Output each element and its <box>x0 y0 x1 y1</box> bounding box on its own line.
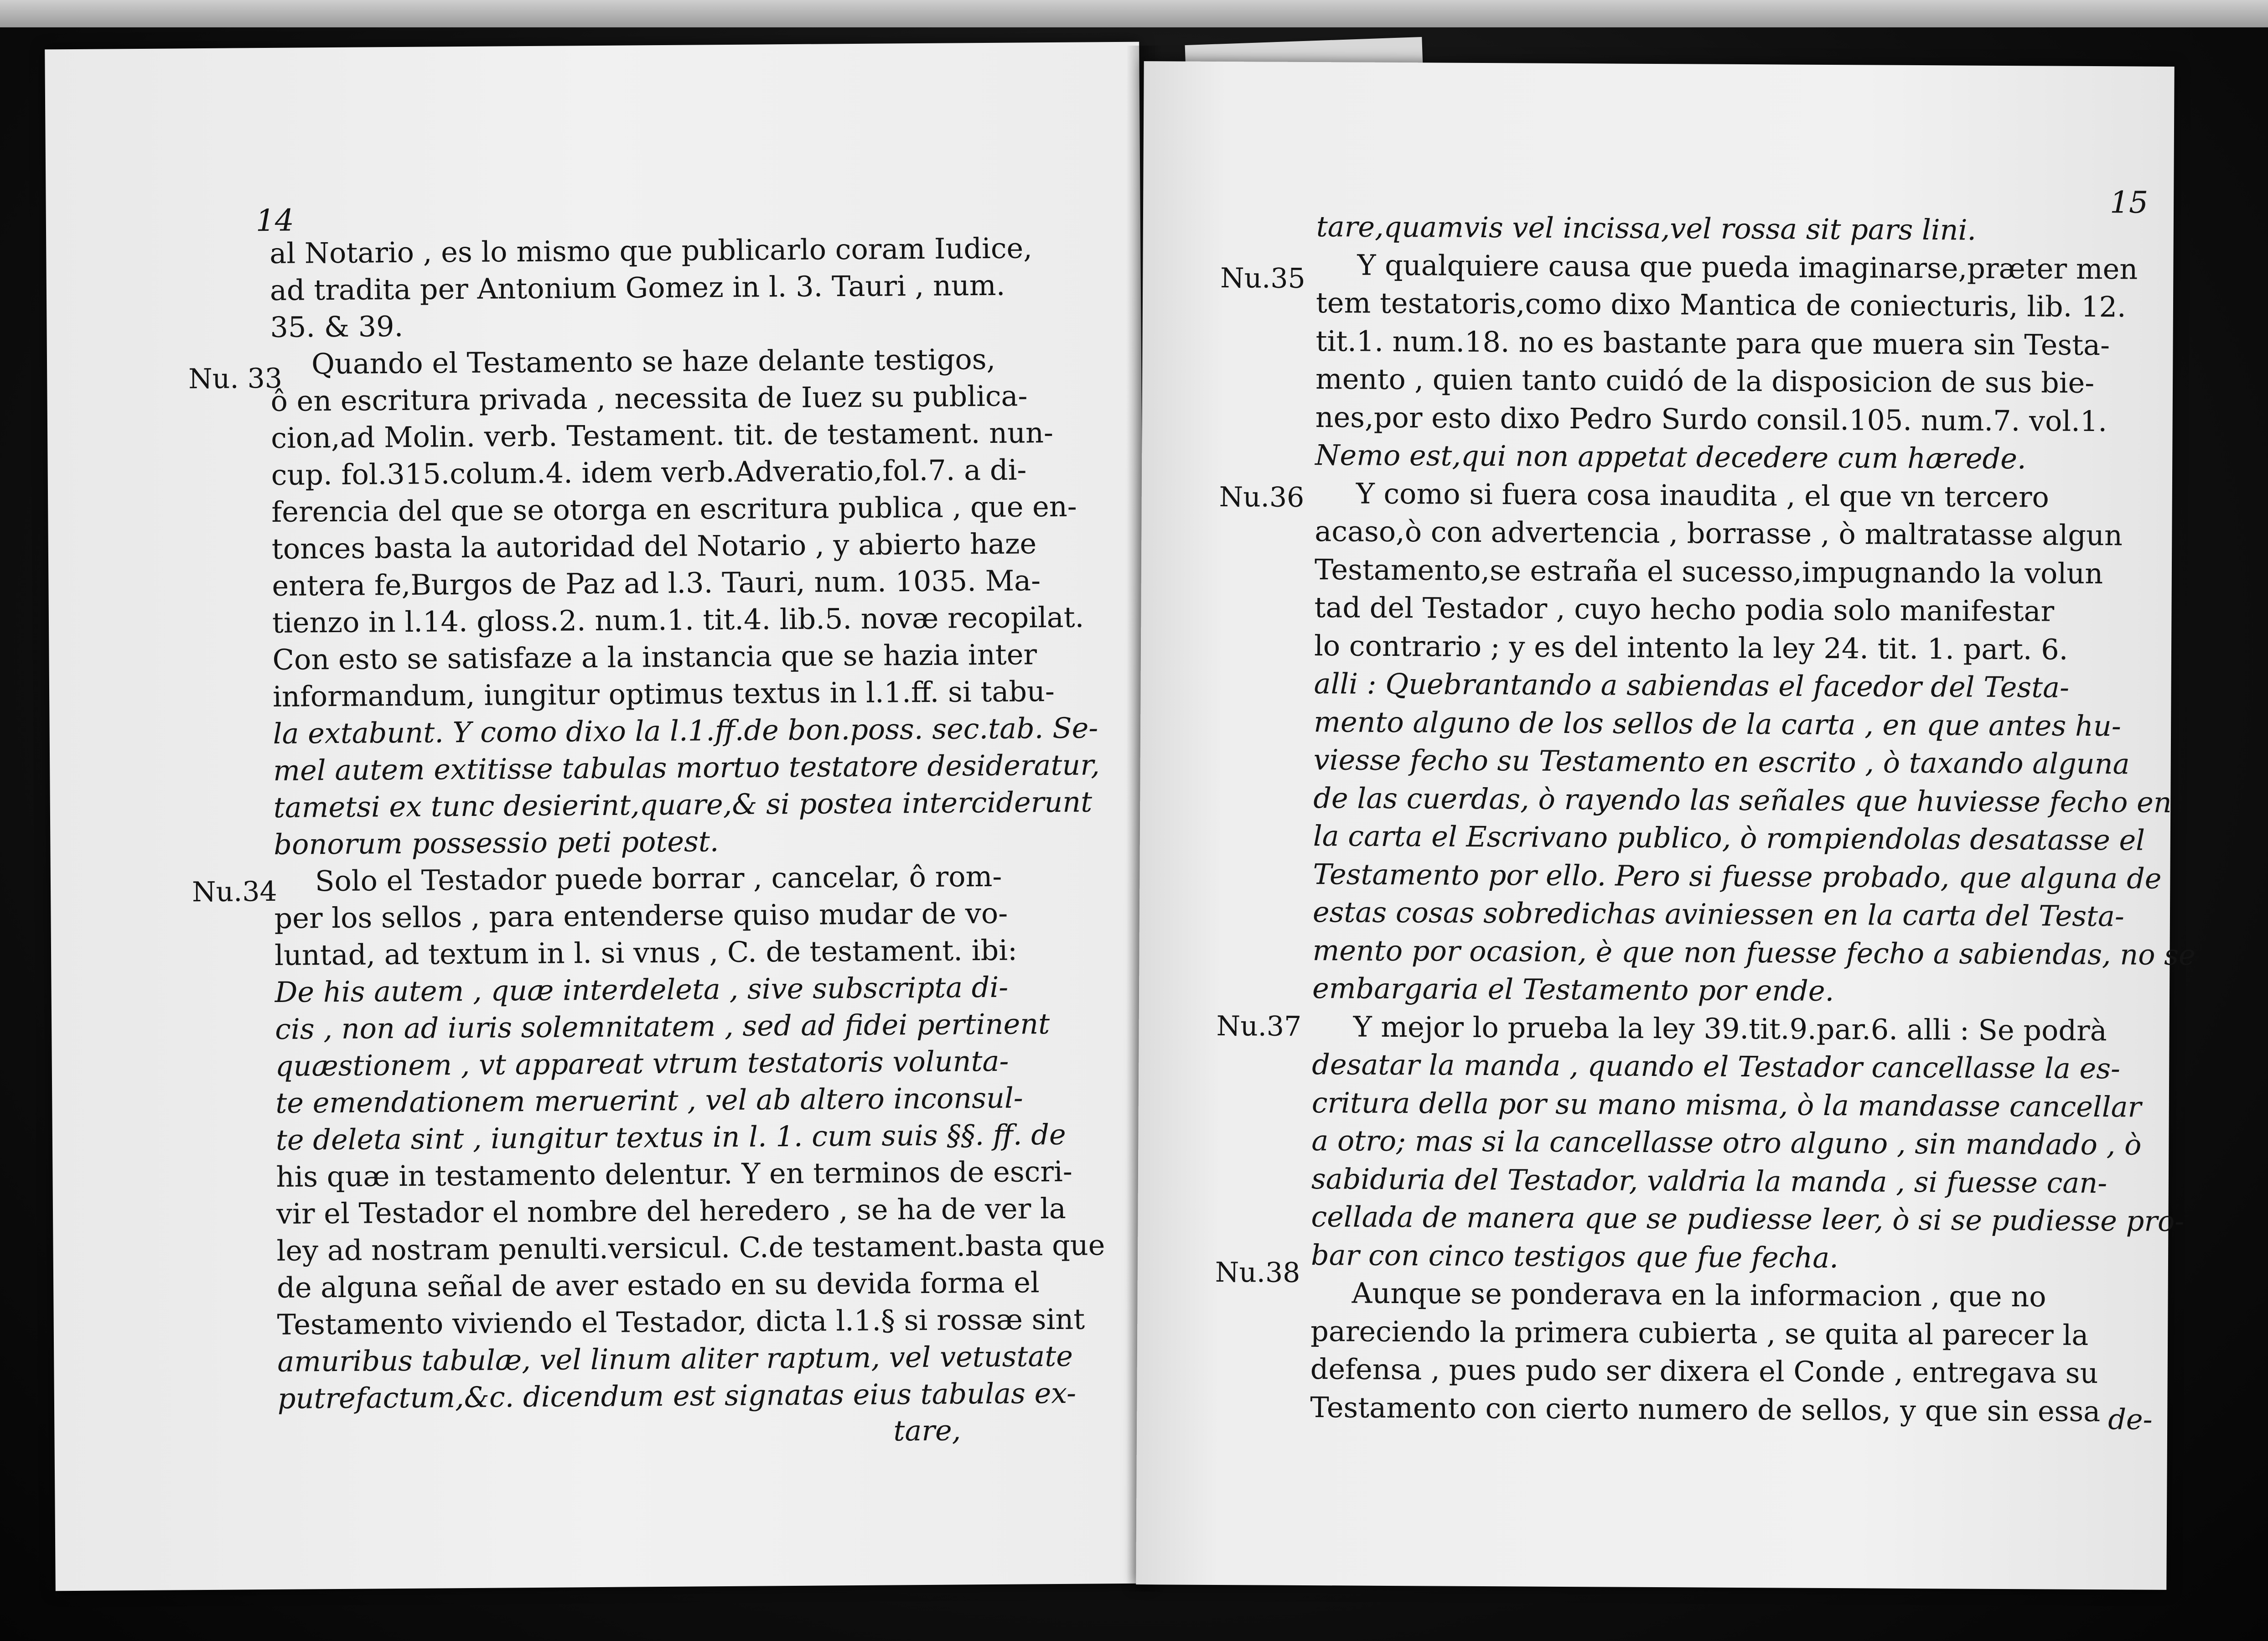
text-line: viesse fecho su Testamento en escrito , ò taxando alguna <box>1313 743 2130 781</box>
text-line: 35. & 39. <box>270 309 404 344</box>
text-line: la carta el Escrivano publico, ò rompiendolas desatasse el <box>1313 819 2145 857</box>
text-line: defensa , pues pudo ser dixera el Conde , entregava su <box>1310 1352 2098 1390</box>
text-line: pareciendo la primera cubierta , se quita al parecer la <box>1310 1314 2089 1352</box>
margin-label-nu37: Nu.37 <box>1216 1010 1302 1043</box>
text-line: Con esto se satisfaze a la instancia que se hazia inter <box>272 638 1037 676</box>
text-line: Nemo est,qui non appetat decedere cum hærede. <box>1315 438 2026 476</box>
text-line: sabiduria del Testador, valdria la manda , si fuesse can- <box>1311 1162 2107 1200</box>
text-line: te emendationem meruerint , vel ab altero inconsul- <box>275 1081 1023 1120</box>
margin-label-nu33: Nu. 33 <box>188 362 283 395</box>
left-text-block <box>269 231 1105 1415</box>
page-number-right: 15 <box>2109 185 2149 220</box>
text-line: quæstionem , vt appareat vtrum testatoris volunta- <box>275 1044 1009 1083</box>
text-line: entera fe,Burgos de Paz ad l.3. Tauri, num. 1035. Ma- <box>272 564 1041 602</box>
text-line: ô en escritura privada , necessita de Iuez su publica- <box>270 379 1028 418</box>
text-line: nes,por esto dixo Pedro Surdo consil.105. num.7. vol.1. <box>1315 400 2107 438</box>
text-line: cion,ad Molin. verb. Testament. tit. de testament. nun- <box>270 415 1054 455</box>
text-line: Y qualquiere causa que pueda imaginarse,præter men <box>1357 248 2138 286</box>
margin-label-nu35: Nu.35 <box>1220 262 1306 295</box>
top-edge <box>0 0 2268 27</box>
text-line: Aunque se ponderava en la informacion , que no <box>1351 1276 2046 1314</box>
text-line: ad tradita per Antonium Gomez in l. 3. Tauri , num. <box>269 268 1005 307</box>
right-page <box>1136 61 2196 1590</box>
text-line: al Notario , es lo mismo que publicarlo coram Iudice, <box>269 231 1033 270</box>
text-line: luntad, ad textum in l. si vnus , C. de testament. ibi: <box>274 933 1018 972</box>
text-line: tit.1. num.18. no es bastante para que muera sin Testa- <box>1315 324 2110 362</box>
text-line: Solo el Testador puede borrar , cancelar, ô rom- <box>315 859 1002 898</box>
text-line: Quando el Testamento se haze delante testigos, <box>311 342 996 381</box>
text-line: per los sellos , para entenderse quiso mudar de vo- <box>274 896 1008 935</box>
margin-label-nu36: Nu.36 <box>1219 481 1305 514</box>
catchword-left: tare, <box>893 1413 961 1448</box>
text-line: ferencia del que se otorga en escritura publica , que en- <box>271 489 1077 529</box>
text-line: Testamento viviendo el Testador, dicta l.1.§ si rossæ sint <box>277 1302 1085 1341</box>
text-line: vir el Testador el nombre del heredero , se ha de ver la <box>276 1191 1067 1231</box>
text-line: tienzo in l.14. gloss.2. num.1. tit.4. lib.5. novæ recopilat. <box>272 600 1084 639</box>
text-line: ley ad nostram penulti.versicul. C.de testament.basta que <box>276 1228 1105 1267</box>
text-line: lo contrario ; y es del intento la ley 24. tit. 1. part. 6. <box>1314 628 2068 666</box>
text-line: tametsi ex tunc desierint,quare,& si postea interciderunt <box>273 785 1093 824</box>
text-line: cup. fol.315.colum.4. idem verb.Adveratio,fol.7. a di- <box>271 453 1027 492</box>
text-line: Testamento con cierto numero de sellos, y que sin essa <box>1310 1390 2101 1428</box>
left-page <box>45 42 1150 1591</box>
text-line: de alguna señal de aver estado en su devida forma el <box>276 1266 1040 1304</box>
text-line: de las cuerdas, ò rayendo las señales que huviesse fecho en <box>1313 781 2172 819</box>
text-line: his quæ in testamento delentur. Y en terminos de escri- <box>276 1154 1073 1194</box>
text-line: a otro; mas si la cancellasse otro alguno , sin mandado , ò <box>1311 1124 2142 1162</box>
text-line: Testamento,se estraña el sucesso,impugnando la volun <box>1314 552 2103 590</box>
text-line: informandum, iungitur optimus textus in l.1.ff. si tabu- <box>272 674 1055 713</box>
text-line: mel autem extitisse tabulas mortuo testatore desideratur, <box>273 748 1100 787</box>
right-text-block <box>1310 210 2196 1428</box>
text-line: acaso,ò con advertencia , borrasse , ò maltratasse algun <box>1315 514 2123 552</box>
text-line: cis , non ad iuris solemnitatem , sed ad fidei pertinent <box>274 1007 1050 1046</box>
margin-label-nu34: Nu.34 <box>192 875 277 909</box>
text-line: putrefactum,&c. dicendum est signatas eius tabulas ex- <box>277 1376 1077 1415</box>
page-number-left: 14 <box>255 203 295 239</box>
text-line: tad del Testador , cuyo hecho podia solo manifestar <box>1314 591 2055 628</box>
text-line: Y mejor lo prueba la ley 39.tit.9.par.6. alli : Se podrà <box>1353 1010 2107 1047</box>
text-line: estas cosas sobredichas aviniessen en la carta del Testa- <box>1312 895 2125 933</box>
text-line: Y como si fuera cosa inaudita , el que vn tercero <box>1356 477 2049 514</box>
text-line: la extabunt. Y como dixo la l.1.ff.de bon.poss. sec.tab. Se- <box>273 711 1098 750</box>
text-line: De his autem , quæ interdeleta , sive subscripta di- <box>274 970 1009 1009</box>
text-line: mento , quien tanto cuidó de la disposicion de sus bie- <box>1315 362 2095 400</box>
text-line: te deleta sint , iungitur textus in l. 1. cum suis §§. ff. de <box>275 1117 1066 1157</box>
text-line: mento por ocasion, è que non fuesse fecho a sabiendas, no se <box>1312 933 2196 971</box>
text-line: tonces basta la autoridad del Notario , y abierto haze <box>271 527 1037 566</box>
text-line: bonorum possessio peti potest. <box>274 825 719 861</box>
text-line: amuribus tabulæ, vel linum aliter raptum, vel vetustate <box>277 1339 1073 1378</box>
text-line: desatar la manda , quando el Testador cancellasse la es- <box>1312 1048 2121 1085</box>
text-line: Testamento por ello. Pero si fuesse probado, que alguna de <box>1313 857 2162 895</box>
text-line: alli : Quebrantando a sabiendas el facedor del Testa- <box>1314 667 2070 704</box>
text-line: mento alguno de los sellos de la carta , en que antes hu- <box>1313 705 2121 743</box>
text-line: tem testatoris,como dixo Mantica de coniecturis, lib. 12. <box>1315 286 2126 324</box>
text-line: cellada de manera que se pudiesse leer, ò si se pudiesse pro- <box>1311 1200 2185 1238</box>
text-line: bar con cinco testigos que fue fecha. <box>1310 1238 1839 1274</box>
text-line: critura della por su mano misma, ò la mandasse cancellar <box>1311 1085 2142 1124</box>
text-line: embargaria el Testamento por ende. <box>1312 971 1834 1008</box>
margin-label-nu38: Nu.38 <box>1215 1256 1300 1289</box>
catchword-right: de- <box>2108 1402 2153 1436</box>
text-line: tare,quamvis vel incissa,vel rossa sit pars lini. <box>1316 210 1977 247</box>
